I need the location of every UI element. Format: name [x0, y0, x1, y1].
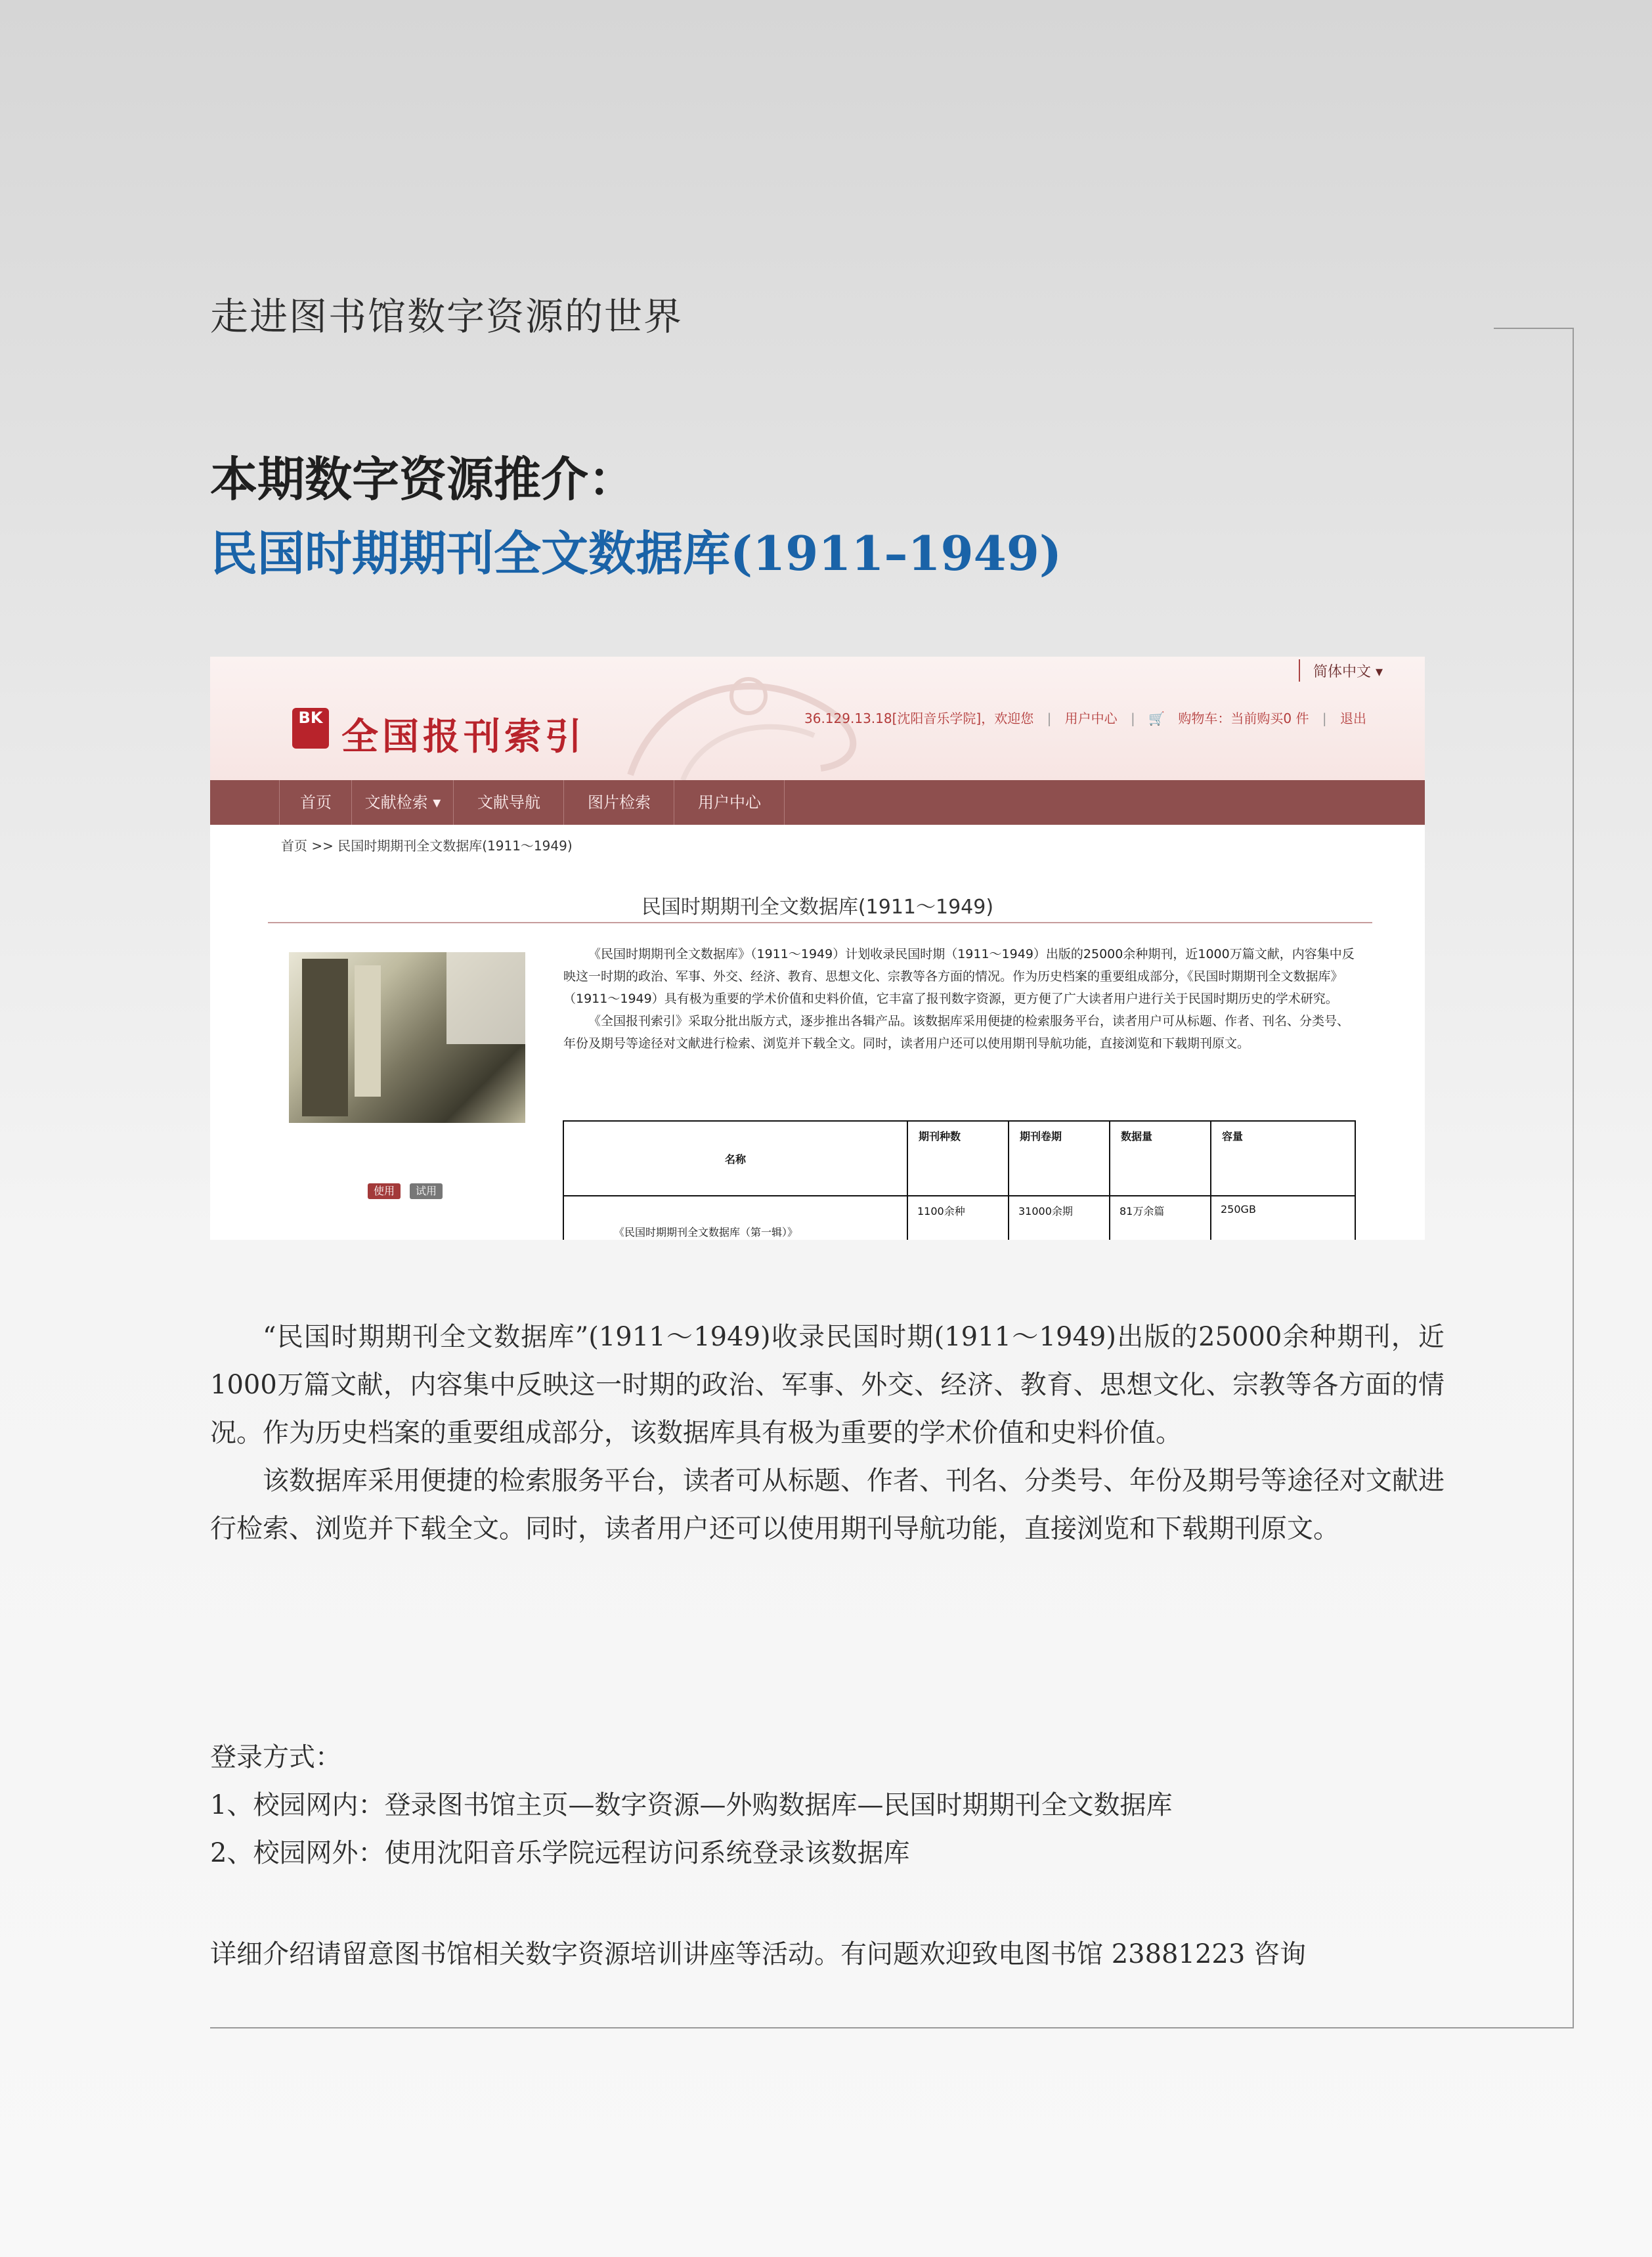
trial-button[interactable]: 试用: [410, 1183, 443, 1199]
nav-search[interactable]: 文献检索 ▾: [351, 780, 454, 825]
nav-browse[interactable]: 文献导航: [453, 780, 564, 825]
table-row: [563, 1196, 1355, 1240]
breadcrumb[interactable]: 首页 >> 民国时期期刊全文数据库(1911～1949): [281, 838, 573, 854]
cell-issues: 31000余期: [1009, 1196, 1110, 1240]
divider: |: [1047, 711, 1052, 726]
cell-records: 81万余篇: [1110, 1196, 1211, 1240]
col-header-titles: 期刊种数: [907, 1121, 1009, 1196]
body-paragraph: 该数据库采用便捷的检索服务平台，读者可从标题、作者、刊名、分类号、年份及期号等途径对文献进行检索、浏览并下载全文。同时，读者用户还可以使用期刊导航功能，直接浏览和下载期刊原文。: [210, 1466, 1445, 1544]
user-bar: [804, 708, 1376, 727]
cell-titles: 1100余种: [907, 1196, 1009, 1240]
cart-link[interactable]: 购物车：当前购买0 件: [1178, 711, 1309, 726]
nav-image-search[interactable]: 图片检索: [563, 780, 674, 825]
frame-rule-top: [1494, 328, 1574, 329]
database-heading: 民国时期期刊全文数据库(1911–1949): [210, 525, 1062, 581]
db-info-table: [563, 1120, 1356, 1240]
user-ip: 36.129.13.18[沈阳音乐学院]，欢迎您: [804, 711, 1034, 726]
col-header-records: 数据量: [1110, 1121, 1211, 1196]
frame-rule-bottom: [210, 2027, 1574, 2028]
contact-note: 详细介绍请留意图书馆相关数字资源培训讲座等活动。有问题欢迎致电图书馆 23881223 咨询: [210, 1939, 1307, 1969]
nav-home[interactable]: 首页: [279, 780, 352, 825]
main-nav: [210, 780, 1425, 825]
nav-user-center[interactable]: 用户中心: [674, 780, 785, 825]
db-title: 民国时期期刊全文数据库(1911～1949): [641, 896, 994, 919]
login-item: 2、校园网外：使用沈阳音乐学院远程访问系统登录该数据库: [210, 1838, 910, 1868]
cell-size: 250GB: [1211, 1196, 1355, 1240]
login-methods: [210, 1734, 1172, 1877]
description-paragraph: 《民国时期期刊全文数据库》（1911～1949）计划收录民国时期（1911～1949）出版的25000余种期刊，近1000万篇文献，内容集中反映这一时期的政治、军事、外交、经济、教育、思想文化、宗教等各方面的情况。作为历史档案的重要组成部分，《民国时期期刊全文数据库》（1911～1949）具有极为重要的学术价值和史料价值，它丰富了报刊数字资源，更方便了广大读者用户进行关于民国时期历史的学术研究。: [563, 947, 1355, 1006]
col-header-size: 容量: [1211, 1121, 1355, 1196]
col-header-issues: 期刊卷期: [1009, 1121, 1110, 1196]
cell-name[interactable]: 《民国时期期刊全文数据库（第一辑）》: [563, 1196, 907, 1240]
frame-rule-right: [1573, 328, 1574, 2028]
article-body: [210, 1313, 1445, 1553]
col-header-name: 名称: [563, 1121, 907, 1196]
divider: |: [1131, 711, 1135, 726]
logo-badge: BK: [292, 708, 329, 749]
cart-icon[interactable]: 🛒: [1148, 711, 1165, 726]
website-screenshot: [210, 657, 1425, 1240]
section-kicker: 走进图书馆数字资源的世界: [210, 294, 684, 339]
site-logo[interactable]: 全国报刊索引: [341, 715, 586, 758]
nav-divider: [784, 780, 785, 825]
historic-street-photo: [289, 952, 525, 1123]
divider: |: [1322, 711, 1327, 726]
user-center-link[interactable]: 用户中心: [1064, 711, 1118, 726]
title-divider: [268, 922, 1372, 923]
description-paragraph: 《全国报刊索引》采取分批出版方式，逐步推出各辑产品。该数据库采用便捷的检索服务平台，读者用户可从标题、作者、刊名、分类号、年份及期号等途径对文献进行检索、浏览并下载全文。同时，读者用户还可以使用期刊导航功能，直接浏览和下载期刊原文。: [563, 1014, 1350, 1051]
table-header-row: [563, 1121, 1355, 1196]
language-select[interactable]: 简体中文 ▾: [1313, 664, 1383, 680]
lang-divider: [1299, 659, 1300, 682]
use-button[interactable]: 使用: [368, 1183, 401, 1199]
logout-link[interactable]: 退出: [1339, 711, 1366, 726]
login-item: 1、校园网内：登录图书馆主页—数字资源—外购数据库—民国时期期刊全文数据库: [210, 1790, 1173, 1820]
body-paragraph: “民国时期期刊全文数据库”(1911～1949)收录民国时期(1911～1949)出版的25000余种期刊，近1000万篇文献，内容集中反映这一时期的政治、军事、外交、经济、教育、思想文化、宗教等各方面的情况。作为历史档案的重要组成部分，该数据库具有极为重要的学术价值和史料价值。: [210, 1322, 1445, 1448]
login-title: 登录方式：: [210, 1742, 341, 1772]
page-heading: 本期数字资源推介：: [210, 451, 636, 507]
db-description: [563, 943, 1359, 1055]
